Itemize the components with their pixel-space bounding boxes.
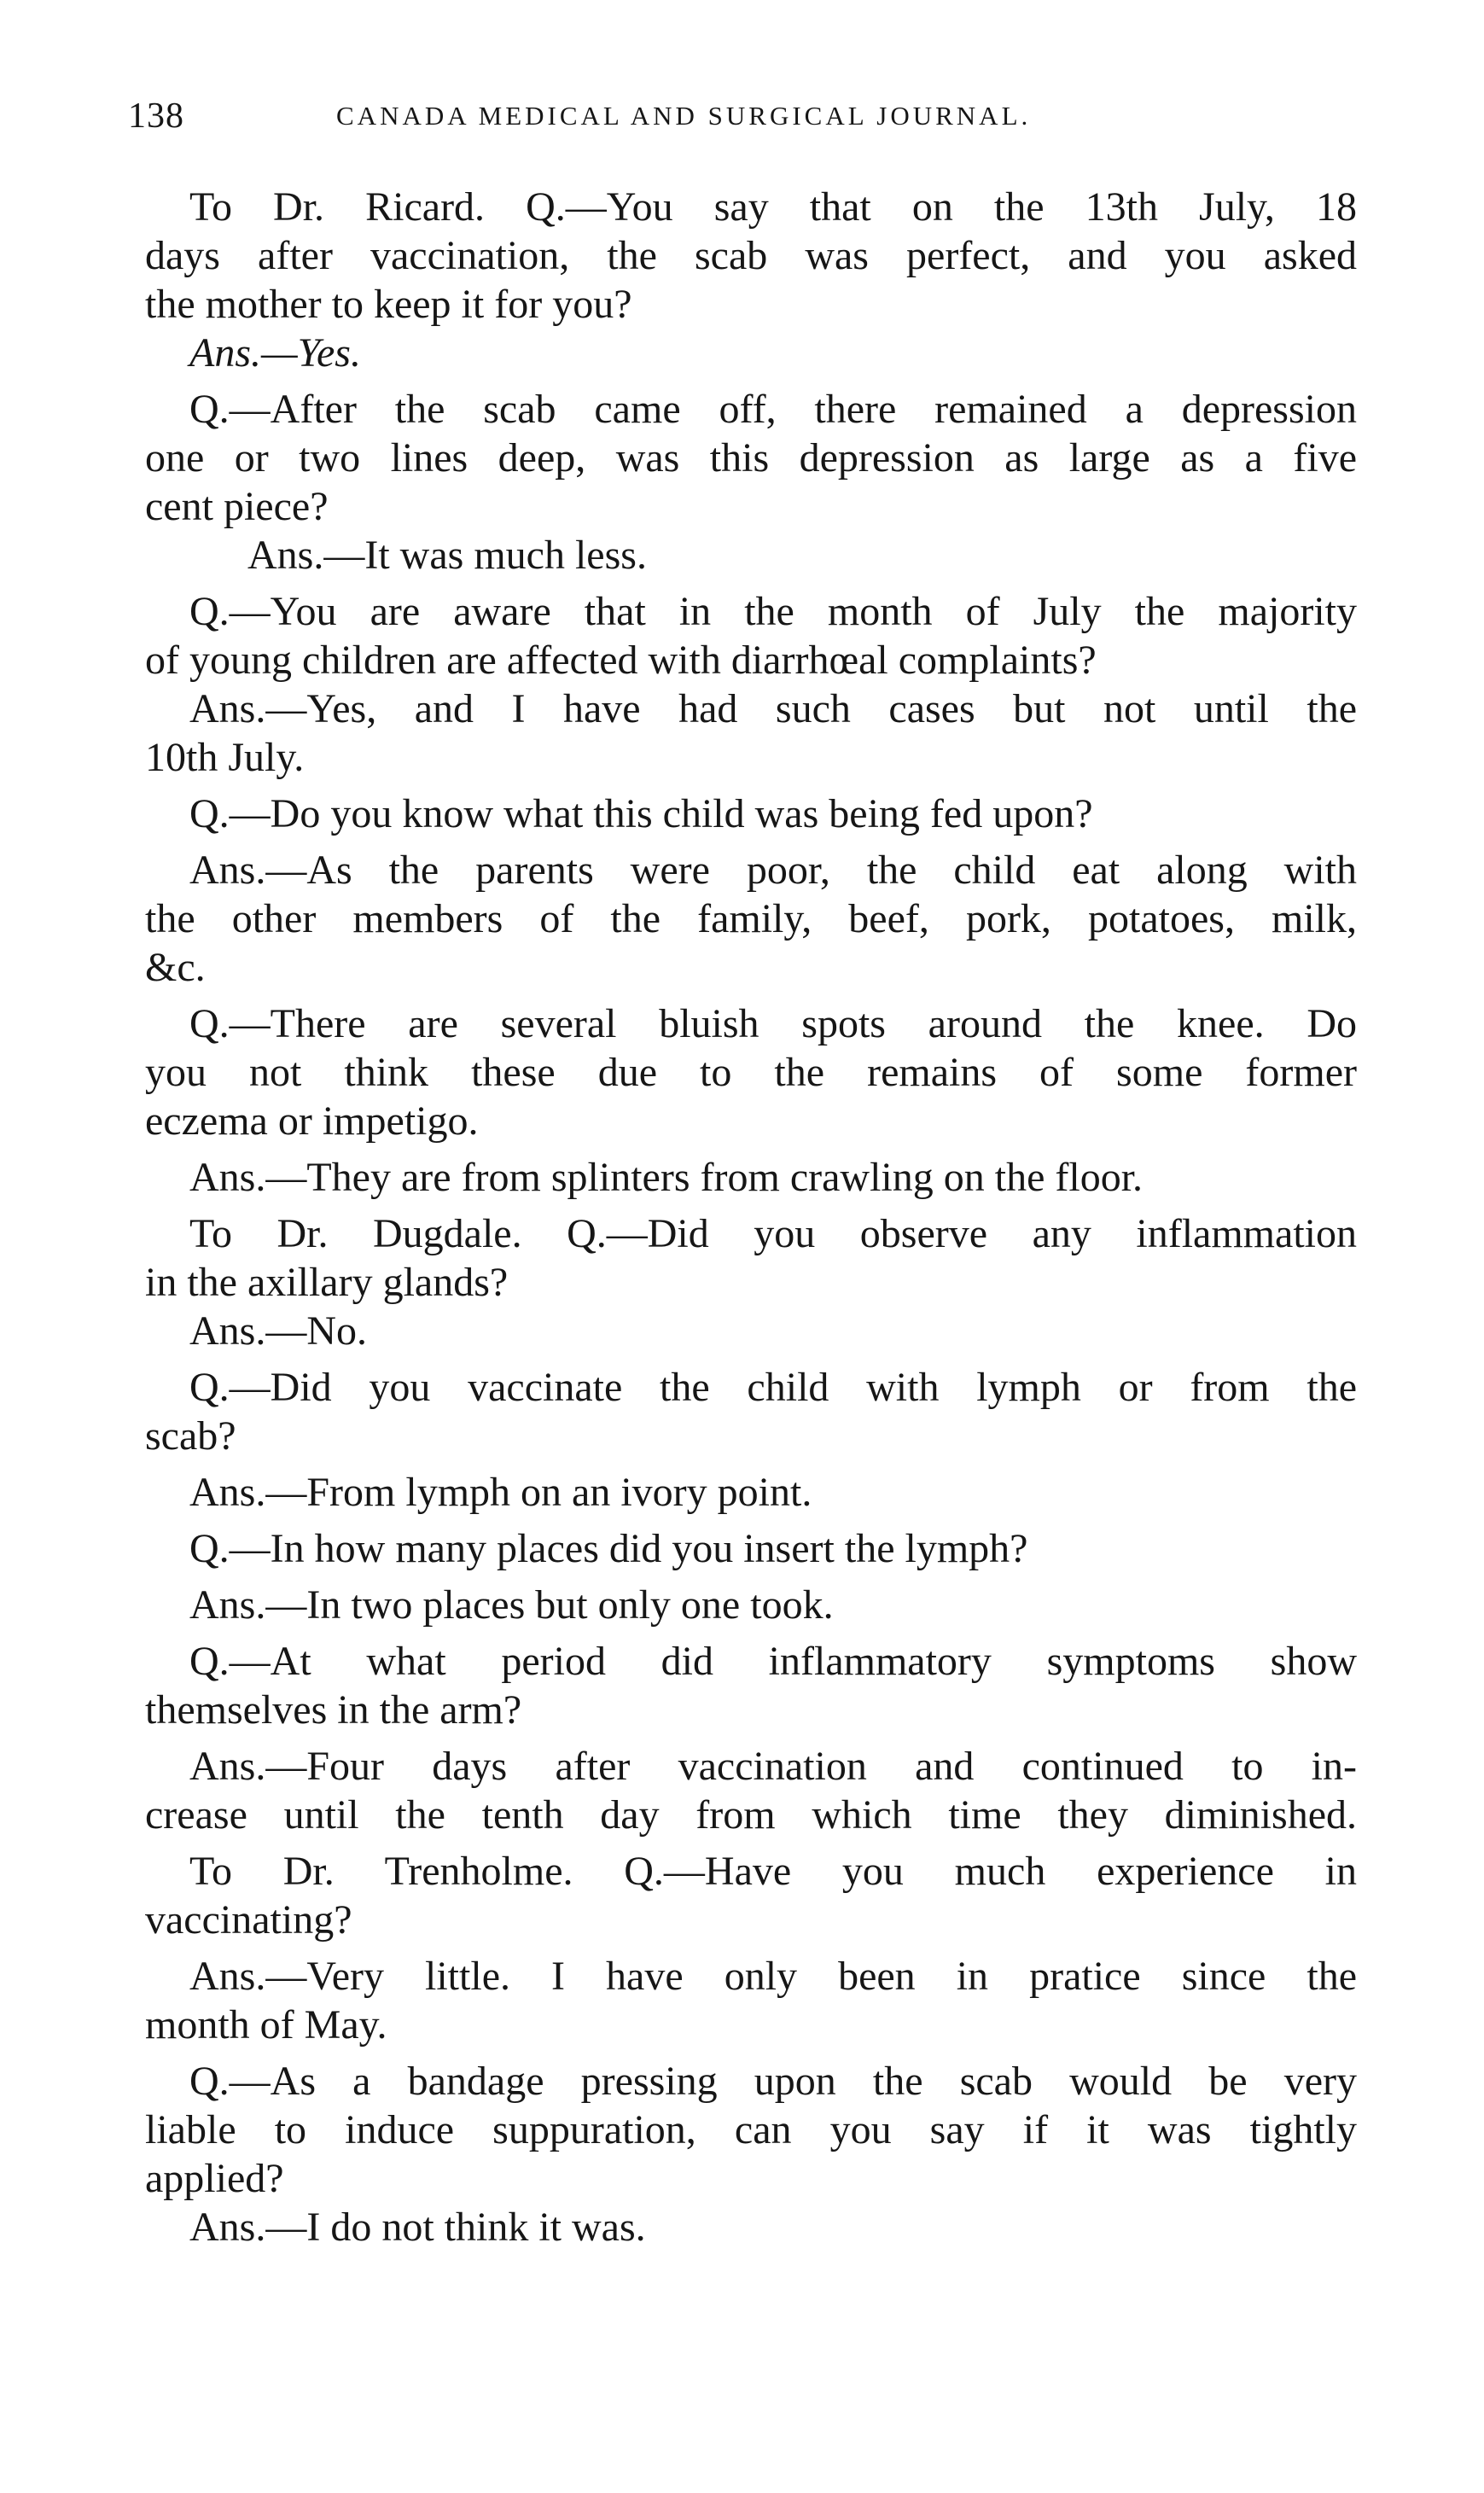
text-line: Q.—Do you know what this child was being fed upon? [189,791,1093,836]
text-line: Q.—As a bandage pressing upon the scab would be very [189,2059,1357,2104]
text-line: To Dr. Ricard. Q.—You say that on the 13th July, 18 [189,184,1357,230]
text-line: in the axillary glands? [145,1260,509,1305]
text-line: crease until the tenth day from which time they diminished. [145,1792,1357,1838]
text-line: To Dr. Trenholme. Q.—Have you much experience in [189,1849,1357,1894]
text-line: Ans.—As the parents were poor, the child eat along with [189,848,1357,893]
text-line: eczema or impetigo. [145,1098,479,1144]
text-line: Ans.—They are from splinters from crawling on the floor. [189,1155,1144,1200]
text-line: Ans.—In two places but only one took. [189,1582,834,1628]
text-line: the other members of the family, beef, pork, potatoes, milk, [145,896,1357,941]
text-line: &c. [145,945,206,990]
text-line: Ans.—No. [189,1308,368,1354]
text-line: cent piece? [145,484,329,529]
text-line: Q.—There are several bluish spots around the knee. Do [189,1001,1357,1046]
text-line: of young children are affected with diarrhœal complaints? [145,638,1097,683]
text-line: Ans.—Yes. [189,330,361,376]
text-line: Ans.—Very little. I have only been in pratice since the [189,1954,1357,1999]
text-line: 10th July. [145,735,305,780]
text-line: To Dr. Dugdale. Q.—Did you observe any inflammation [189,1211,1357,1256]
text-line: Ans.—It was much less. [247,533,647,578]
text-line: days after vaccination, the scab was perfect, and you asked [145,233,1357,278]
text-line: themselves in the arm? [145,1687,522,1733]
text-line: vaccinating? [145,1897,352,1943]
text-line: Q.—In how many places did you insert the lymph? [189,1526,1028,1571]
text-line: Ans.—From lymph on an ivory point. [189,1470,812,1515]
text-line: one or two lines deep, was this depression as large as a five [145,435,1357,481]
text-line: the mother to keep it for you? [145,282,632,327]
text-line: Ans.—I do not think it was. [189,2205,646,2250]
text-line: Ans.—Four days after vaccination and continued to in- [189,1744,1357,1789]
page-header [128,96,1323,140]
text-line: Q.—Did you vaccinate the child with lymph or from the [189,1365,1357,1410]
text-line: month of May. [145,2002,387,2047]
running-head: CANADA MEDICAL AND SURGICAL JOURNAL. [336,101,1032,131]
text-line: Ans.—Yes, and I have had such cases but not until the [189,686,1357,731]
text-line: scab? [145,1413,236,1459]
page-body [145,183,1357,2251]
text-line: liable to induce suppuration, can you say if it was tightly [145,2107,1357,2152]
text-line: you not think these due to the remains of some former [145,1050,1357,1095]
text-line: Q.—After the scab came off, there remained a depression [189,387,1357,432]
text-line: Q.—You are aware that in the month of July the majority [189,589,1357,634]
text-line: applied? [145,2156,284,2201]
text-line: Q.—At what period did inflammatory symptoms show [189,1639,1357,1684]
page-number: 138 [128,96,184,136]
